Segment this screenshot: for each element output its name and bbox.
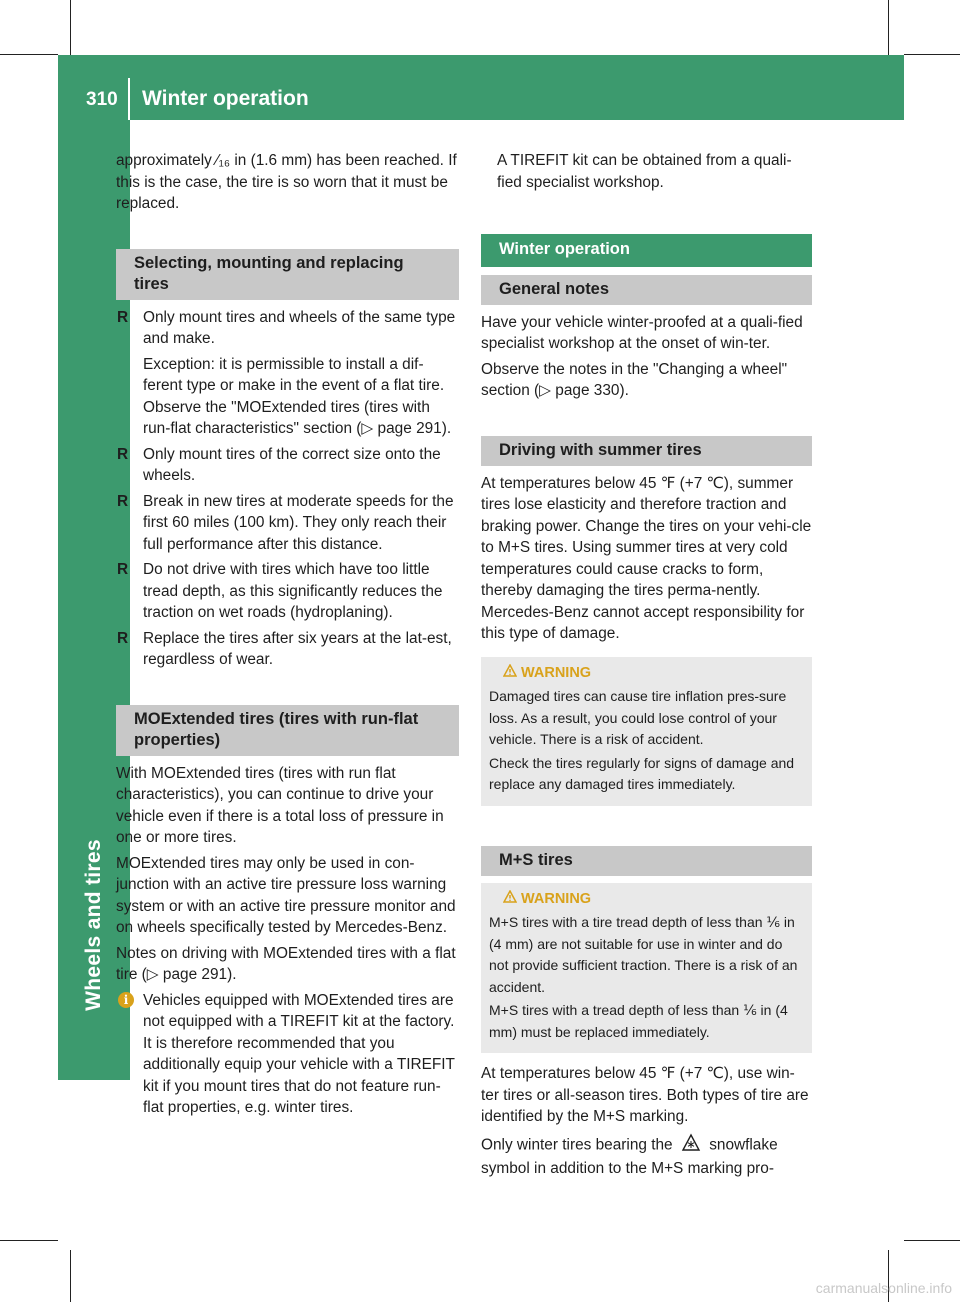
moextended-paragraph: With MOExtended tires (tires with run flat characteristics), you can continue to drive your vehicle even if there is a total loss of pressure in one or more tires. [116, 764, 444, 846]
info-icon: i [118, 992, 134, 1008]
side-tab-label: Wheels and tires [82, 839, 105, 1011]
header-divider [128, 78, 130, 120]
section-heading-ms-tires: M+S tires [481, 846, 812, 876]
section-heading-winter-operation: Winter operation [481, 234, 812, 267]
warning-header: WARNING [489, 889, 804, 911]
watermark: carmanualsonline.info [815, 1280, 952, 1296]
snowflake-mountain-icon [681, 1132, 701, 1159]
info-note: i Vehicles equipped with MOExtended tires are not equipped with a TIREFIT kit at the factory. It is therefore recommended that you additionally equip your vehicle with a TIREFIT kit if you mount tires that do not feature run-flat properties, e.g. winter tires. [116, 990, 459, 1119]
section-heading-summer-tires: Driving with summer tires [481, 436, 812, 466]
bullet-icon: R [117, 308, 129, 326]
right-column [481, 150, 812, 1184]
section-heading-selecting: Selecting, mounting and replacing tires [116, 249, 459, 300]
crop-mark [0, 54, 58, 55]
section-heading-general-notes: General notes [481, 275, 812, 305]
page-number: 310 [86, 89, 118, 110]
crop-mark [888, 0, 889, 55]
ms-tires-paragraph: Only winter tires bearing the snowflake symbol in addition to the M+S marking pro- [481, 1132, 812, 1180]
moextended-paragraph: Notes on driving with MOExtended tires with a flat tire (▷ page 291). [116, 944, 456, 983]
list-item: R Break in new tires at moderate speeds for the first 60 miles (100 km). They only reach their full performance after this distance. [117, 492, 454, 553]
list-item: R Do not drive with tires which have too little tread depth, as this significantly reduces the traction on wet roads (hydroplaning). [117, 561, 443, 621]
bullet-icon: R [117, 629, 129, 647]
page-title: Winter operation [142, 87, 309, 110]
warning-box: WARNING M+S tires with a tire tread depth of less than ⅙ in (4 mm) are not suitable for use in winter and do not provide sufficient traction. There is a risk of an accident. M+S tires with a tread depth of less than ⅙ in (4 mm) must be replaced immediately. [481, 883, 812, 1054]
crop-mark [0, 1240, 58, 1241]
list-item: R Only mount tires and wheels of the same type and make. Exception: it is permissible to install a dif-ferent type or make in the event of a flat tire. Observe the "MOExtended tires (tires with run-flat characteristics" section (▷ page 291). [116, 307, 459, 440]
intro-text: approximately ⁄₁₆ in (1.6 mm) has been reached. If this is the case, the tire is so worn that it must be replaced. [116, 152, 457, 212]
left-column [116, 150, 459, 1123]
tire-rules-list [116, 307, 459, 671]
bullet-icon: R [117, 445, 129, 463]
crop-mark [70, 0, 71, 55]
section-heading-moextended: MOExtended tires (tires with run-flat properties) [116, 705, 459, 756]
exception-note: Exception: it is permissible to install a dif-ferent type or make in the event of a flat tire. Observe the "MOExtended tires (tires with run-flat characteristics" section (▷ page 291). [143, 355, 452, 437]
summer-tires-paragraph: At temperatures below 45 ℉ (+7 ℃), summer tires lose elasticity and therefore traction and braking power. Change the tires on your vehi-cle to M+S tires. Using summer tires at very cold temperatures could cause cracks to form, thereby damaging the tires perma-nently. Mercedes-Benz cannot accept responsibility for this type of damage. [481, 474, 812, 642]
crop-mark [904, 54, 960, 55]
crop-mark [904, 1240, 960, 1241]
list-item: R Only mount tires of the correct size onto the wheels. [117, 445, 441, 484]
intro-text: A TIREFIT kit can be obtained from a quali-fied specialist workshop. [497, 152, 792, 191]
warning-header: WARNING [489, 663, 804, 685]
warning-triangle-icon [503, 889, 521, 911]
moextended-paragraph: MOExtended tires may only be used in con-junction with an active tire pressure loss warning system or with an active tire pressure monitor and on wheels specifically tested by Mercedes-Benz. [116, 854, 456, 936]
general-notes-paragraph: Observe the notes in the "Changing a wheel" section (▷ page 330). [481, 360, 788, 399]
list-item: R Replace the tires after six years at the lat-est, regardless of wear. [117, 629, 452, 668]
warning-triangle-icon [503, 663, 521, 685]
bullet-icon: R [117, 561, 129, 578]
ms-tires-paragraph: At temperatures below 45 ℉ (+7 ℃), use win-ter tires or all-season tires. Both types of tire are identified by the M+S marking. [481, 1065, 809, 1125]
crop-mark [70, 1250, 71, 1302]
bullet-icon: R [117, 492, 129, 510]
warning-box: WARNING Damaged tires can cause tire inflation pres-sure loss. As a result, you could lose control of your vehicle. There is a risk of accident. Check the tires regularly for signs of damage and replace any damaged tires immediately. [481, 657, 812, 806]
general-notes-paragraph: Have your vehicle winter-proofed at a quali-fied specialist workshop at the onset of win-ter. [481, 313, 803, 352]
